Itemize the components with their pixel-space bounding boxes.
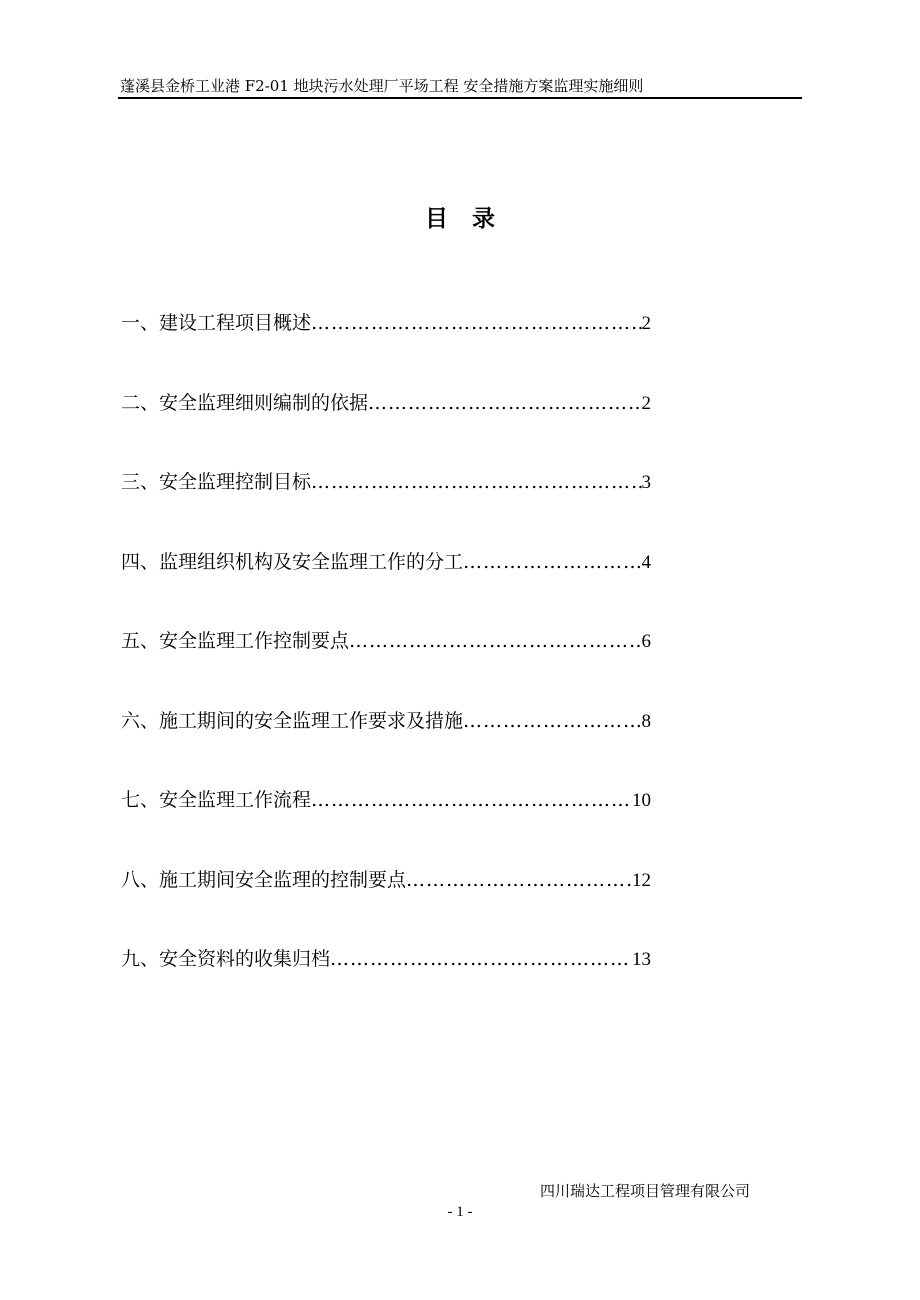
toc-leader-dots (406, 865, 632, 895)
toc-entry-label: 二、安全监理细则编制的依据 (121, 391, 369, 414)
toc-leader-dots (311, 785, 632, 815)
toc-entry (121, 706, 651, 786)
toc-entry-page: 6 (641, 631, 651, 652)
toc-entry-label: 七、安全监理工作流程 (121, 789, 312, 811)
toc-entry-label: 六、施工期间的安全监理工作要求及措施 (121, 709, 464, 732)
toc-entry (121, 388, 651, 468)
toc-entry-page: 2 (641, 392, 651, 414)
toc-list (121, 308, 651, 1024)
header-rule (118, 97, 802, 99)
toc-leader-dots (349, 626, 641, 656)
toc-entry (121, 626, 651, 706)
toc-leader-dots (311, 308, 641, 338)
toc-entry (121, 785, 651, 865)
toc-entry (121, 308, 651, 388)
toc-entry-label: 一、建设工程项目概述 (121, 312, 312, 334)
toc-entry-label: 四、监理组织机构及安全监理工作的分工 (121, 550, 464, 573)
toc-leader-dots (463, 547, 641, 577)
toc-entry-page: 13 (632, 949, 651, 970)
toc-leader-dots (368, 388, 641, 418)
toc-leader-dots (330, 944, 632, 974)
toc-entry-label: 九、安全资料的收集归档 (121, 948, 331, 970)
toc-entry-label: 五、安全监理工作控制要点 (121, 630, 350, 652)
toc-leader-dots (311, 467, 641, 497)
toc-entry-page: 3 (641, 472, 651, 493)
toc-entry-page: 12 (632, 869, 651, 891)
running-header: 蓬溪县金桥工业港 F2-01 地块污水处理厂平场工程 安全措施方案监理实施细则 (120, 77, 644, 95)
toc-entry (121, 944, 651, 1024)
toc-entry (121, 547, 651, 627)
toc-entry-page: 4 (641, 551, 651, 573)
toc-entry-label: 三、安全监理控制目标 (121, 471, 312, 493)
company-name: 四川瑞达工程项目管理有限公司 (540, 1182, 751, 1200)
toc-entry (121, 467, 651, 547)
toc-entry-page: 10 (632, 790, 651, 811)
toc-entry-label: 八、施工期间安全监理的控制要点 (121, 868, 407, 891)
page-number: - 1 - (447, 1204, 473, 1220)
toc-title: 目录 (425, 206, 519, 232)
toc-entry (121, 865, 651, 945)
toc-leader-dots (463, 706, 641, 736)
toc-entry-page: 8 (641, 710, 651, 732)
toc-entry-page: 2 (641, 313, 651, 334)
